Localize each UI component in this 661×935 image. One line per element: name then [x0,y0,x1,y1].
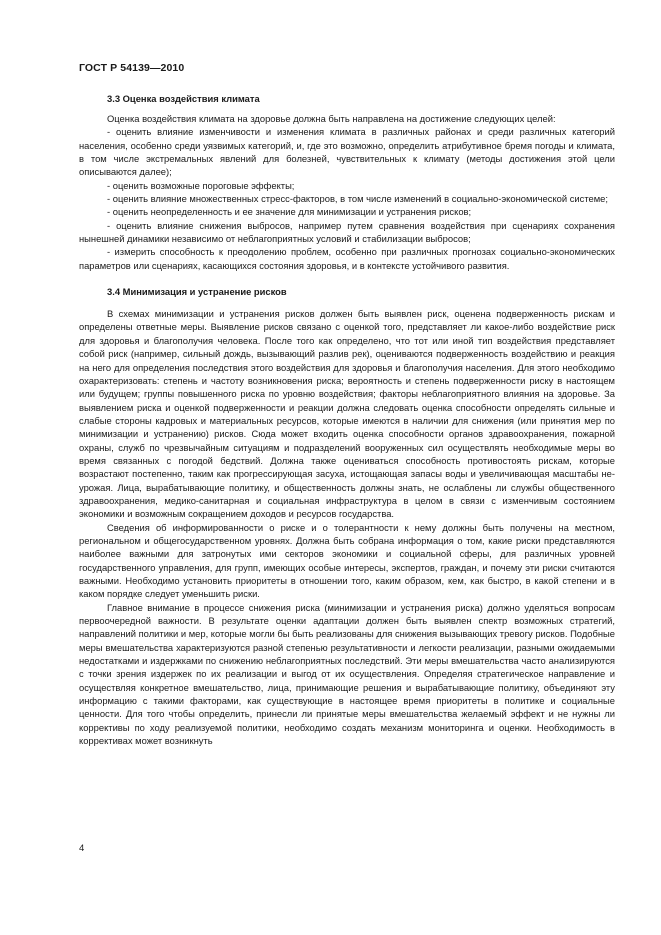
page-body [79,92,615,747]
list-item: - оценить влияние изменчивости и изменения климата в различных районах и среди различных категорий населения, особенно среди уязвимых категорий, и, где это возможно, определить атрибутивное бремя погоды и климата, в том числе экстремальных явлений для болезней, чувствительных к климату (методы достижения этой цели описываются далее); [79,126,615,178]
paragraph: Главное внимание в процессе снижения риска (минимизации и устранения риска) должно уделяться вопросам первоочередной важности. В результате оценки адаптации должен быть выявлен спектр возможных стратегий, направлений политики и мер, которые могли бы быть реализованы для снижения вызывающих тревогу рисков. Подобные меры вмешательства характеризуются разной степенью результативности и легкости реализации, разными ожидаемыми недостатками и издержками по снижению неблагоприятных последствий. Эти меры вмешательства часто анализируются с точки зрения издержек по их реализации и выгод от их осуществления. Определяя стратегическое направление и осуществляя конкретное вмешательство, лица, принимающие решения и вырабатывающие политику, объединяют эту информацию с такими факторами, как существующие в настоящее время приоритеты в политике и социальные ценности. Для того чтобы определить, принесли ли принятые меры вмешательства желаемый эффект и не нужны ли коррективы по ходу реализуемой политики, необходимо создать механизм мониторинга и оценки. Необходимость в коррективах может возникнуть [79,601,615,747]
paragraph: Сведения об информированности о риске и о толерантности к нему должны быть получены на местном, региональном и общегосударственном уровнях. Должна быть собрана информация о том, какие риски представляются наиболее важными для затронутых ими секторов экономики и социальной сферы, для различных уровней государственного управления, для групп, имеющих особые интересы, экспертов, граждан, и почему эти риски считаются важными. Необходимо установить приоритеты в отношении того, каким образом, кем, как быстро, в какой степени и в каком порядке следует уменьшить риски. [79,521,615,600]
page-number: 4 [79,843,85,854]
paragraph: В схемах минимизации и устранения рисков должен быть выявлен риск, оценена подверженность рискам и определены ответные меры. Выявление рисков связано с оценкой того, представляет ли какое-либо воздействие риск для здоровья и благополучия человека. После того как определено, что тот или иной тип воздействия представляет собой риск (например, сильный дождь, вызывающий разлив рек), оцениваются подверженность воздействию и реакция на него для определения последствия этого воздействия для здоровья и благополучия населения. Для этого необходимо охарактеризовать: степень и частоту возникновения риска; вероятность и степень подверженности риску в настоящем или будущем; группы повышенного риска по уровню воздействия; факторы неблагоприятного влияния на здоровье. За выявлением риска и оценкой подверженности и реакции должна следовать оценка способности определять сильные и слабые стороны кадровых и материальных ресурсов, которые имеются в наличии для снижения (или принятия мер по минимизации и устранению) рисков. Сюда может входить оценка способности органов здравоохранения, пожарной охраны, служб по чрезвычайным ситуациям и подразделений вооруженных сил осуществлять необходимые меры во время связанных с погодой бедствий. Должна также оцениваться способность противостоять рискам, которые возрастают постепенно, таким как прогрессирующая засуха, истощающая запасы воды и увеличивающая масштабы неурожая. Лица, вырабатывающие политику, и общественность должны знать, не ослаблены ли службы общественного здравоохранения, медико-санитарная и социальная инфраструктура в целом в связи с изменчивым состоянием экономики и возможным сокращением доходов и ресурсов государства. [79,308,615,520]
section-3-4-heading: 3.4 Минимизация и устранение рисков [107,286,287,298]
list-item: - измерить способность к преодолению проблем, особенно при различных прогнозах социально-экономических параметров или сценариях, касающихся состояния здоровья, и в контексте устойчивого развития. [79,246,615,271]
standard-code: ГОСТ Р 54139—2010 [79,62,185,74]
list-item: - оценить неопределенность и ее значение для минимизации и устранения рисков; [107,206,472,218]
section-3-3-heading: 3.3 Оценка воздействия климата [107,93,260,104]
list-item: - оценить влияние снижения выбросов, например путем сравнения воздействия при сценариях сохранения нынешней динамики независимо от неблагоприятных условий и стабилизации выбросов; [79,219,615,245]
list-item: - оценить влияние множественных стресс-факторов, в том числе изменений в социально-экономической системе; [107,193,608,205]
list-item: - оценить возможные пороговые эффекты; [107,179,295,191]
paragraph: Оценка воздействия климата на здоровье должна быть направлена на достижение следующих целей: [107,113,556,124]
